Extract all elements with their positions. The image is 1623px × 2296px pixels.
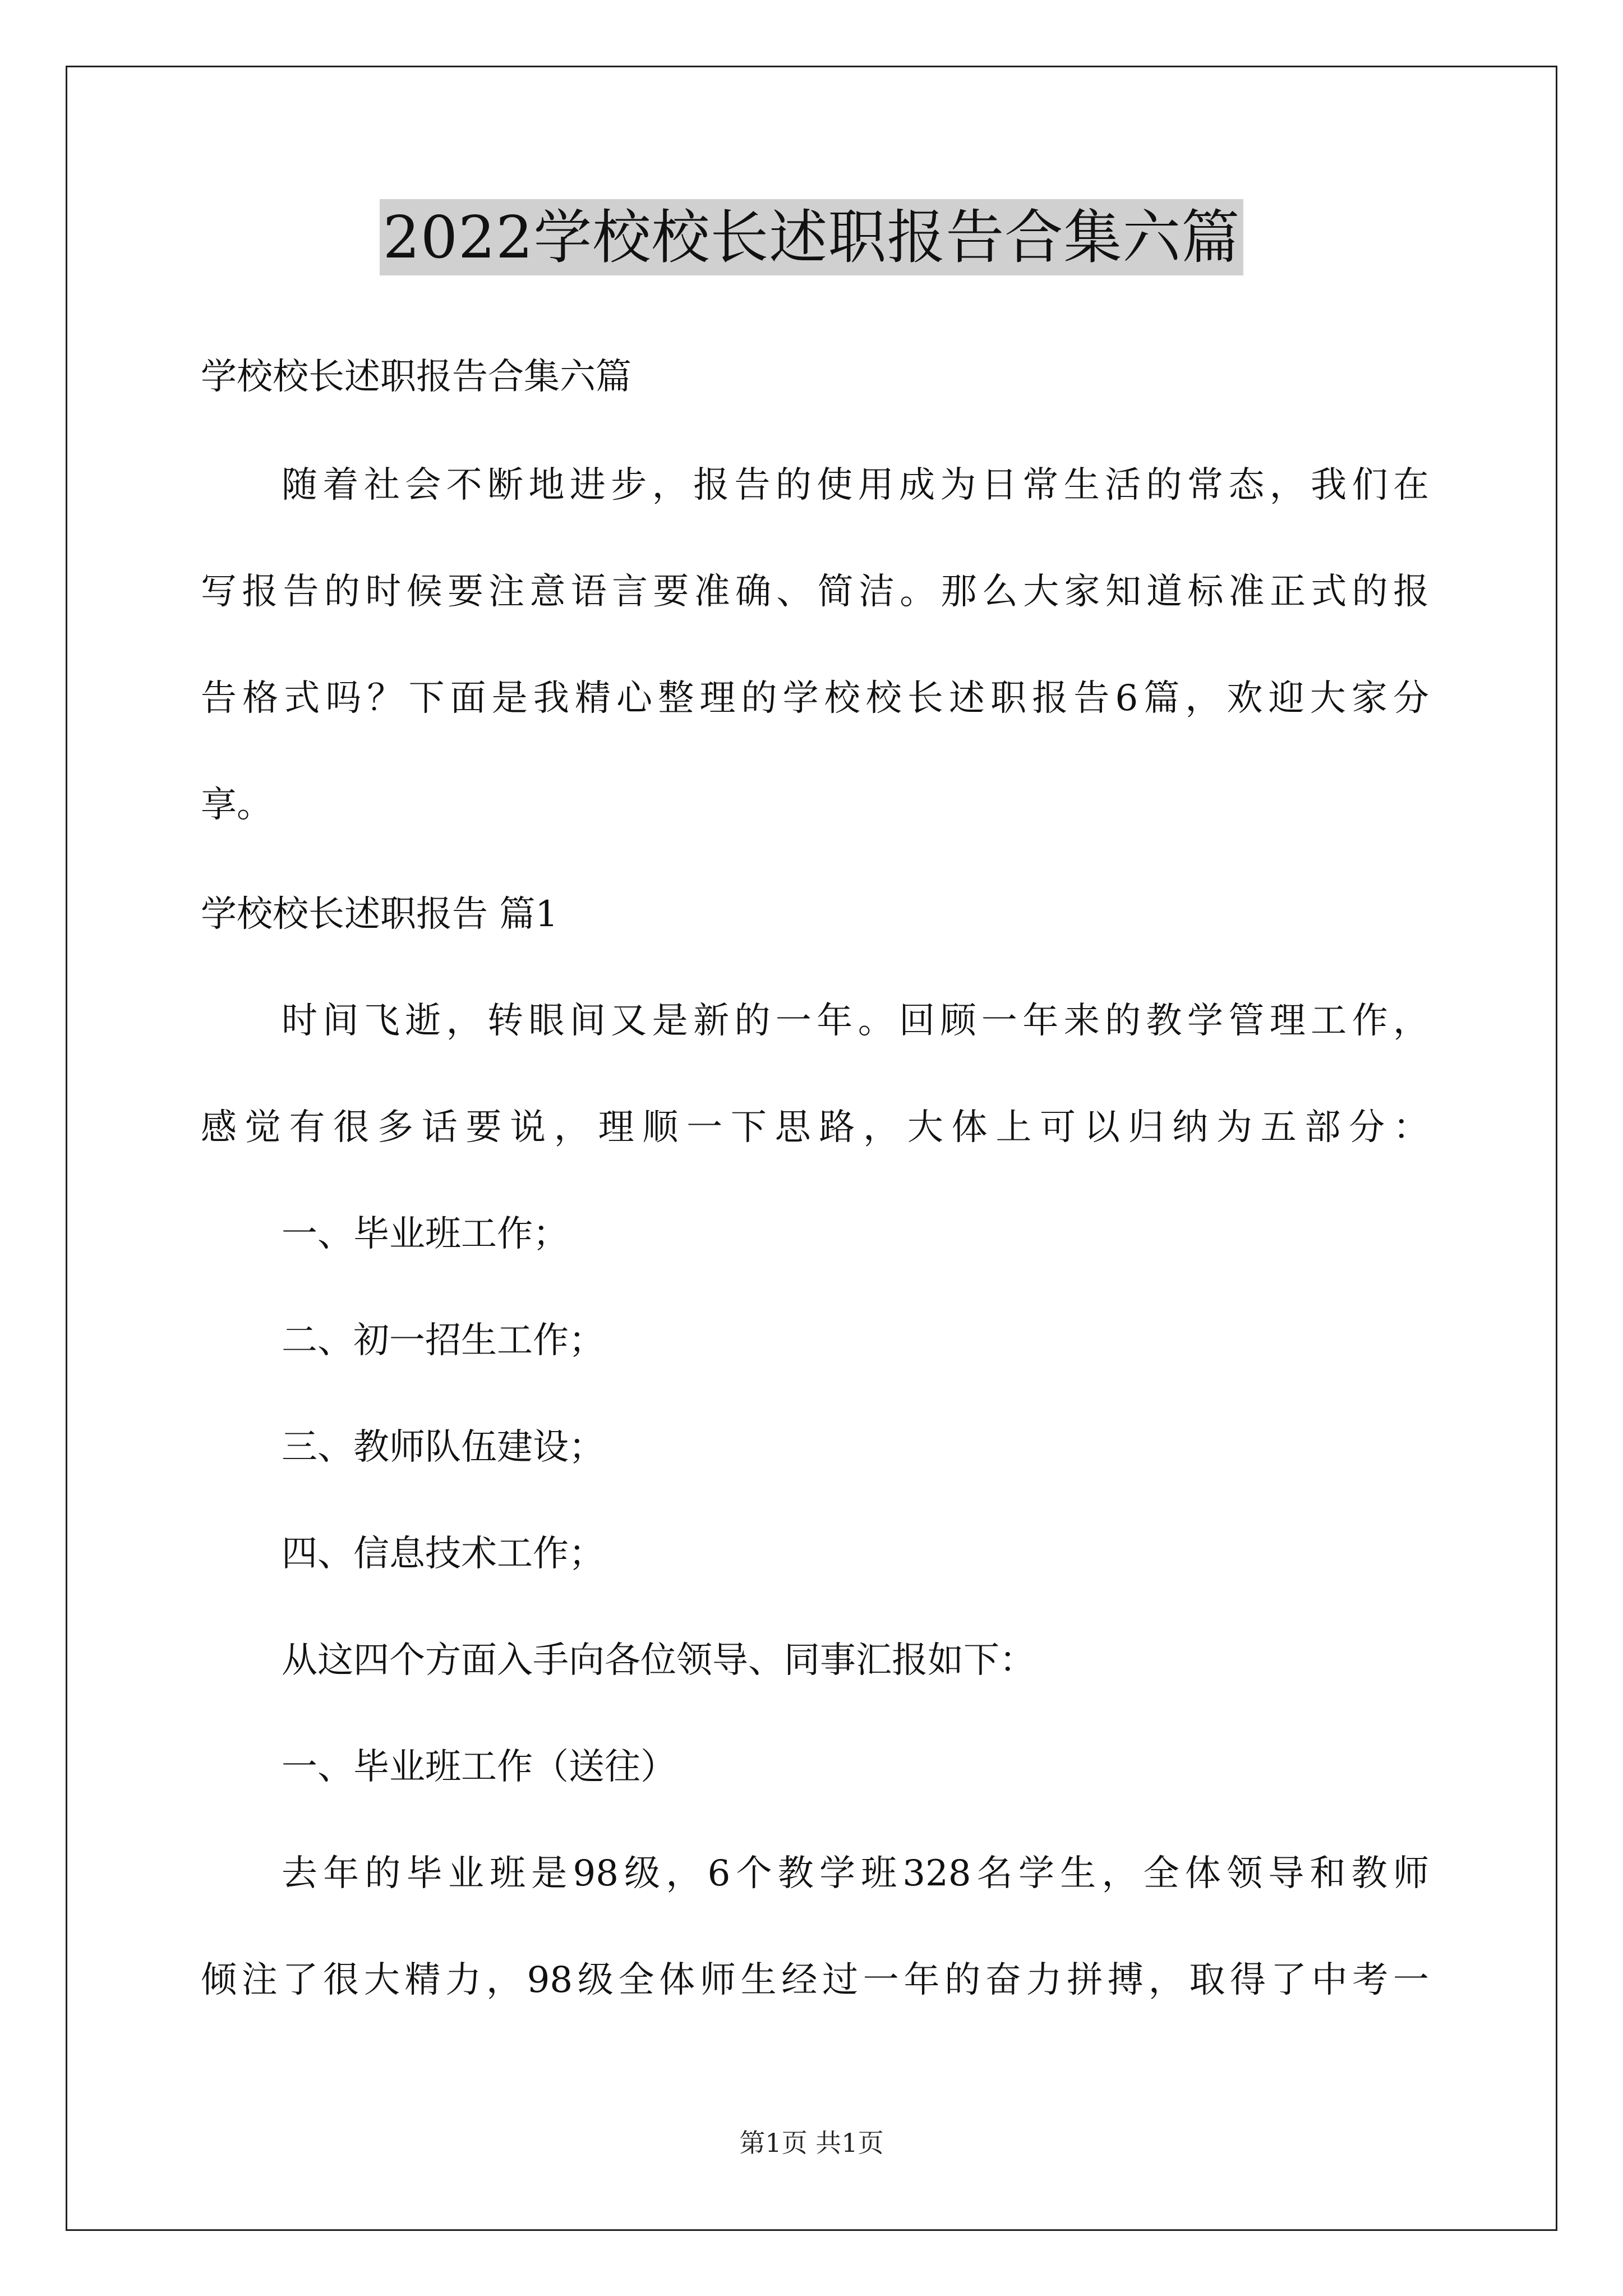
list-item-3: 三、教师队伍建设； (282, 1427, 605, 1468)
intro-line-3: 告格式吗？下面是我精心整理的学校校长述职报告6篇，欢迎大家分 (201, 678, 1429, 719)
para1-line-2: 感觉有很多话要说，理顺一下思路，大体上可以归纳为五部分： (201, 1107, 1429, 1148)
report-intro: 从这四个方面入手向各位领导、同事汇报如下： (282, 1640, 1035, 1681)
para2-line-1: 去年的毕业班是98级，6个教学班328名学生，全体领导和教师 (282, 1853, 1429, 1894)
list-item-4: 四、信息技术工作； (282, 1533, 605, 1575)
section-heading: 学校校长述职报告 篇1 (201, 894, 559, 935)
document-title: 2022学校校长述职报告合集六篇 (380, 199, 1244, 275)
para2-line-2: 倾注了很大精力，98级全体师生经过一年的奋力拼搏，取得了中考一 (201, 1959, 1429, 2001)
list-item-2: 二、初一招生工作； (282, 1320, 605, 1361)
document-subtitle: 学校校长述职报告合集六篇 (201, 356, 631, 398)
intro-line-4: 享。 (201, 784, 273, 826)
intro-line-1: 随着社会不断地进步，报告的使用成为日常生活的常态，我们在 (282, 464, 1429, 506)
para1-line-1: 时间飞逝，转眼间又是新的一年。回顾一年来的教学管理工作， (282, 1000, 1429, 1042)
subsection-heading: 一、毕业班工作（送往） (282, 1746, 676, 1788)
intro-line-2: 写报告的时候要注意语言要准确、简洁。那么大家知道标准正式的报 (201, 571, 1429, 613)
title-container (0, 199, 1623, 275)
page-footer: 第1页 共1页 (739, 2128, 884, 2158)
list-item-1: 一、毕业班工作； (282, 1213, 569, 1255)
